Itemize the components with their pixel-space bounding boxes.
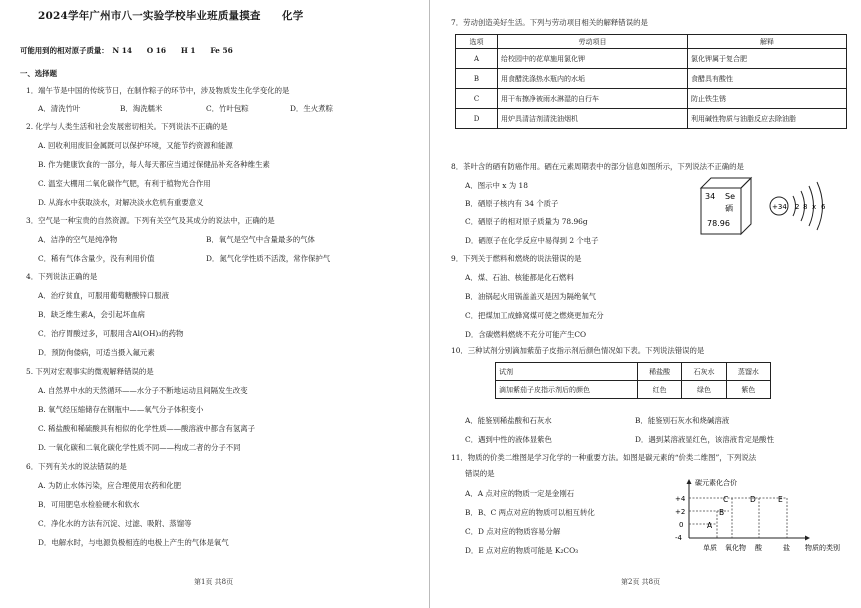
q6-option-b: B．可用肥皂水检验硬水和软水: [38, 500, 140, 509]
table-cell: 绿色: [682, 381, 726, 399]
table-cell: 滴加紫茄子皮指示剂后的颜色: [496, 381, 638, 399]
selenium-element-diagram: [699, 174, 849, 236]
table-cell: 用干布擦净被雨水淋湿的自行车: [498, 89, 688, 109]
q5-option-a: A. 自然界中水的天然循环——水分子不断地运动且间隔发生改变: [38, 386, 248, 395]
table-cell: 给校园中的花草施用氯化钾: [498, 49, 688, 69]
q3-stem: 3．空气是一种宝贵的自然资源。下列有关空气及其成分的说法中，正确的是: [26, 216, 275, 225]
y-axis-arrow-icon: [687, 479, 692, 484]
q3-option-a: A．洁净的空气是纯净物: [38, 235, 118, 244]
q1-option-c: C．竹叶包粽: [206, 104, 249, 113]
chart-point-label: D: [750, 495, 756, 504]
q10-option-c: C．遇到中性的液体显紫色: [465, 435, 552, 444]
q3-option-c: C．稀有气体含量少，没有利用价值: [38, 254, 155, 263]
q5-stem: 5. 下列对宏观事实的微观解释错误的是: [26, 367, 154, 376]
q9-option-b: B．油锅起火用锅盖盖灭是因为隔绝氧气: [465, 292, 597, 301]
nucleus-charge: +34: [772, 203, 787, 211]
q9-option-a: A．煤、石油、核能都是化石燃料: [465, 273, 574, 282]
table-cell: 用炉具清洁剂清洗油烟机: [498, 109, 688, 129]
q5-option-b: B. 氧气经压缩储存在钢瓶中——氧气分子体积变小: [38, 405, 204, 414]
x-tick-label: 酸: [755, 544, 762, 552]
table-header: 稀盐酸: [638, 363, 682, 381]
q9-stem: 9．下列关于燃料和燃烧的说法错误的是: [451, 254, 582, 263]
carbon-valence-class-chart: [657, 476, 857, 556]
chart-point-label: A: [707, 521, 713, 530]
shell-electrons: 8: [803, 203, 808, 211]
shell-electrons: 2: [795, 203, 800, 211]
page-footer-2: 第2页 共8页: [621, 578, 661, 586]
page-footer-1: 第1页 共8页: [194, 578, 234, 586]
q2-stem: 2. 化学与人类生活和社会发展密切相关。下列说法不正确的是: [26, 122, 228, 131]
q6-option-c: C．净化水的方法有沉淀、过滤、吸附、蒸馏等: [38, 519, 192, 528]
q8-option-b: B．硒原子核内有 34 个质子: [465, 199, 559, 208]
table-row: [456, 69, 847, 89]
q1-option-a: A．清洗竹叶: [38, 104, 81, 113]
q2-option-c: C. 温室大棚用二氧化碳作气肥，有利于植物光合作用: [38, 179, 211, 188]
q10-option-d: D．遇到某溶液显红色，该溶液肯定是酸性: [635, 435, 774, 444]
element-name: 硒: [725, 204, 733, 213]
chart-point-label: E: [778, 495, 783, 504]
q5-option-c: C. 稀盐酸和稀硫酸具有相似的化学性质——酸溶液中都含有氢离子: [38, 424, 256, 433]
table-row: [496, 381, 771, 399]
q1-stem: 1．端午节是中国的传统节日，在制作粽子的环节中，涉及物质发生化学变化的是: [26, 86, 290, 95]
x-tick-label: 盐: [783, 544, 790, 552]
table-header: 试剂: [496, 363, 638, 381]
q7-table: [455, 34, 847, 129]
table-header: 解释: [688, 35, 847, 49]
q1-option-b: B．淘洗糯米: [120, 104, 163, 113]
q4-option-d: D．预防佝偻病，可适当摄入氟元素: [38, 348, 155, 357]
table-cell: 红色: [638, 381, 682, 399]
x-tick-label: 氧化物: [725, 544, 746, 552]
exam-page-2: [431, 0, 861, 608]
q6-stem: 6．下列有关水的说法错误的是: [26, 462, 127, 471]
q11-stem-continued: 错误的是: [465, 469, 495, 478]
table-cell: 防止铁生锈: [688, 89, 847, 109]
q3-option-b: B．氧气是空气中含量最多的气体: [206, 235, 315, 244]
atomic-mass: 78.96: [707, 219, 730, 228]
atomic-structure: [770, 182, 826, 230]
q8-stem: 8．茶叶含的硒有防癌作用。硒在元素周期表中的部分信息如图所示，下列说法不正确的是: [451, 162, 744, 171]
chart-point-label: B: [719, 508, 725, 517]
atomic-masses: 可能用到的相对原子质量： N 14 O 16 H 1 Fe 56: [20, 46, 233, 55]
table-row: [496, 363, 771, 381]
q11-stem: 11．物质的价类二维图是学习化学的一种重要方法。如图是碳元素的“价类二维图”，下列说法: [451, 453, 757, 462]
periodic-table-cell: [701, 178, 751, 234]
q2-option-d: D. 从海水中获取淡水，对解决淡水危机有重要意义: [38, 198, 204, 207]
y-tick-label: 0: [679, 521, 684, 529]
q9-option-c: C．把煤加工成蜂窝煤可使之燃烧更加充分: [465, 311, 604, 320]
table-header: 选项: [456, 35, 498, 49]
q1-option-d: D．生火煮粽: [290, 104, 333, 113]
table-header: 劳动项目: [498, 35, 688, 49]
table-cell: 用食醋洗涤热水瓶内的水垢: [498, 69, 688, 89]
section-heading: 一、选择题: [20, 69, 57, 78]
chart-guide-lines: [689, 498, 787, 538]
q11-option-c: C．D 点对应的物质容易分解: [465, 527, 561, 536]
q4-option-c: C．治疗胃酸过多，可服用含Al(OH)₃的药物: [38, 329, 184, 338]
y-tick-label: +2: [675, 508, 686, 516]
q6-option-a: A. 为防止水体污染，应合理使用农药和化肥: [38, 481, 182, 490]
exam-page-1: [0, 0, 430, 608]
table-cell: B: [456, 69, 498, 89]
q3-option-d: D．氮气化学性质不活泼，常作保护气: [206, 254, 331, 263]
element-symbol: Se: [725, 192, 735, 201]
q10-table: [495, 362, 771, 399]
q4-option-a: A．治疗贫血，可服用葡萄糖酸锌口服液: [38, 291, 169, 300]
table-cell: 紫色: [726, 381, 770, 399]
q4-option-b: B．缺乏维生素A，会引起坏血病: [38, 310, 145, 319]
q10-option-b: B．能鉴别石灰水和烧碱溶液: [635, 416, 730, 425]
table-header: 石灰水: [682, 363, 726, 381]
q2-option-b: B. 作为健康饮食的一部分，每人每天都应当通过保健品补充各种维生素: [38, 160, 270, 169]
table-row: [456, 49, 847, 69]
chart-x-axis-label: 物质的类别: [805, 544, 840, 552]
q2-option-a: A. 回收利用废旧金属既可以保护环境，又能节约资源和能源: [38, 141, 233, 150]
shell-electrons: 6: [821, 203, 826, 211]
q10-stem: 10．三种试剂分别滴加紫茄子皮指示剂后颜色情况如下表。下列说法错误的是: [451, 346, 705, 355]
table-cell: D: [456, 109, 498, 129]
q11-option-d: D．E 点对应的物质可能是 K₂CO₃: [465, 546, 579, 555]
table-cell: 食醋具有酸性: [688, 69, 847, 89]
table-row: [456, 89, 847, 109]
shell-electrons: x: [812, 203, 817, 211]
q11-option-b: B．B、C 两点对应的物质可以相互转化: [465, 508, 595, 517]
q11-option-a: A．A 点对应的物质一定是金刚石: [465, 489, 575, 498]
q9-option-d: D．含碳燃料燃烧不充分可能产生CO: [465, 330, 587, 339]
table-cell: A: [456, 49, 498, 69]
table-header: 蒸馏水: [726, 363, 770, 381]
table-cell: 利用碱性物质与油脂反应去除油脂: [688, 109, 847, 129]
table-header-row: [456, 35, 847, 49]
q8-option-c: C．硒原子的相对原子质量为 78.96g: [465, 217, 588, 226]
q4-stem: 4．下列说法正确的是: [26, 272, 98, 281]
q10-option-a: A．能鉴别稀盐酸和石灰水: [465, 416, 552, 425]
y-tick-label: +4: [675, 495, 686, 503]
x-tick-label: 单质: [703, 544, 717, 552]
chart-point-label: C: [723, 495, 729, 504]
chart-y-axis-label: 碳元素化合价: [695, 479, 737, 487]
table-cell: C: [456, 89, 498, 109]
q6-option-d: D．电解水时，与电源负极相连的电极上产生的气体是氧气: [38, 538, 229, 547]
q8-option-a: A．图示中 x 为 18: [465, 181, 528, 190]
q7-stem: 7．劳动创造美好生活。下列与劳动项目相关的解释错误的是: [451, 18, 648, 27]
q5-option-d: D. 一氧化碳和二氧化碳化学性质不同——构成二者的分子不同: [38, 443, 241, 452]
exam-title: 2024学年广州市八一实验学校毕业班质量摸查 化学: [38, 10, 304, 22]
table-row: [456, 109, 847, 129]
y-tick-label: -4: [675, 534, 682, 542]
x-axis-arrow-icon: [805, 536, 810, 541]
atomic-number: 34: [705, 192, 716, 201]
table-cell: 氯化钾属于复合肥: [688, 49, 847, 69]
q8-option-d: D．硒原子在化学反应中易得到 2 个电子: [465, 236, 599, 245]
